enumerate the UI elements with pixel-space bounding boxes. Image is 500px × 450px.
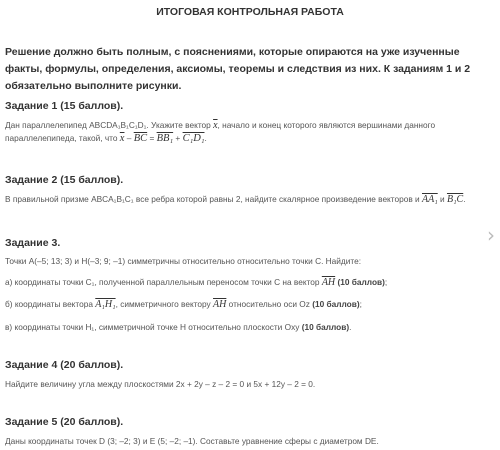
task1-eq-bc: $\overline{BC}$ xyxy=(133,133,148,144)
task3-a-text: а) координаты точки C₁, полученной параллельным переносом точки C на вектор xyxy=(5,277,320,287)
task2-and: и xyxy=(440,194,445,204)
task1-text: Дан параллелепипед ABCDA₁B₁C₁D₁. Укажите вектор $\overline{x}$, начало и конец которого являются вершинами данного параллелепипеда, такой, что $\overline{x} - \overline{BC} = BB_1 + C_1D_1$. xyxy=(5,120,436,144)
task3-b-vector2: $\overline{AH}$ xyxy=(213,299,227,310)
task3-b-text2: , симметричного вектору xyxy=(115,299,211,309)
intro-paragraph: Решение должно быть полным, с пояснениями, которые опираются на уже изученные факты, формулы, определения, аксиомы, теоремы и следствия из них. К заданиям 1 и 2 обязательно выполните рисунки. xyxy=(5,46,471,92)
task1-eq-plus: + xyxy=(175,133,181,143)
task1-eq-c1d1: C₁D₁ xyxy=(182,133,205,144)
task3-b-points: (10 баллов) xyxy=(312,299,360,309)
task1-eq-bb1: BB₁ xyxy=(156,133,174,144)
task1-text-a: Дан параллелепипед ABCDA₁B₁C₁D₁. Укажите вектор xyxy=(5,120,211,130)
task3-c-end: . xyxy=(349,322,352,332)
task3-a-vector: $\overline{AH}$ xyxy=(321,277,336,288)
task3-b-vector1: A₁H₁ xyxy=(95,299,116,310)
task3-heading: Задание 3. xyxy=(5,237,61,249)
task1-vector-x: $\overline{x}$ xyxy=(213,120,218,131)
task3-part-c xyxy=(5,322,351,332)
task1-eq-equals: = xyxy=(149,133,155,143)
task3-part-b xyxy=(5,299,362,310)
task2-vector-aa1: AA₁ xyxy=(422,194,438,205)
task5-heading: Задание 5 (20 баллов). xyxy=(5,416,124,428)
task3-b-end: ; xyxy=(359,299,362,309)
task2-vector-b1c: B₁C xyxy=(446,194,464,205)
task2-text-a: В правильной призме ABCA₁B₁C₁ все ребра которой равны 2, найдите скалярное произведение векторов и xyxy=(5,194,420,204)
task2-text xyxy=(5,194,466,205)
task1-text-b: начало и конец которого являются вершинами данного параллелепипеда, такой, что xyxy=(5,120,436,143)
task3-a-points: (10 баллов) xyxy=(337,277,385,287)
task5-text: Даны координаты точек D (3; –2; 3) и E (5; –2; –1). Составьте уравнение сферы с диаметром DE. xyxy=(5,436,379,446)
task4-heading: Задание 4 (20 баллов). xyxy=(5,359,124,371)
task3-b-text3: относительно оси Oz xyxy=(228,299,310,309)
task2-end: . xyxy=(463,194,466,204)
task4-text: Найдите величину угла между плоскостями 2x + 2y – z – 2 = 0 и 5x + 12y – 2 = 0. xyxy=(5,379,316,389)
task3-part-a xyxy=(5,277,387,288)
chevron-right-icon[interactable]: › xyxy=(487,223,495,247)
task1-eq-end: . xyxy=(204,133,207,143)
task1-eq-minus: – xyxy=(126,133,132,143)
task2-heading: Задание 2 (15 баллов). xyxy=(5,174,124,186)
task3-c-text: в) координаты точки H₁, симметричной точке H относительно плоскости Oxy xyxy=(5,322,300,332)
task1-eq-x: $\overline{x}$ xyxy=(119,133,125,144)
task3-c-points: (10 баллов) xyxy=(301,322,350,332)
page-title: ИТОГОВАЯ КОНТРОЛЬНАЯ РАБОТА xyxy=(156,6,344,18)
task3-a-end: ; xyxy=(384,277,388,287)
task3-intro: Точки A(–5; 13; 3) и H(–3; 9; –1) симметричны относительно относительно точки C. Найдите: xyxy=(5,256,362,266)
task1-heading: Задание 1 (15 баллов). xyxy=(5,100,124,112)
task3-b-text1: б) координаты вектора xyxy=(5,299,93,309)
